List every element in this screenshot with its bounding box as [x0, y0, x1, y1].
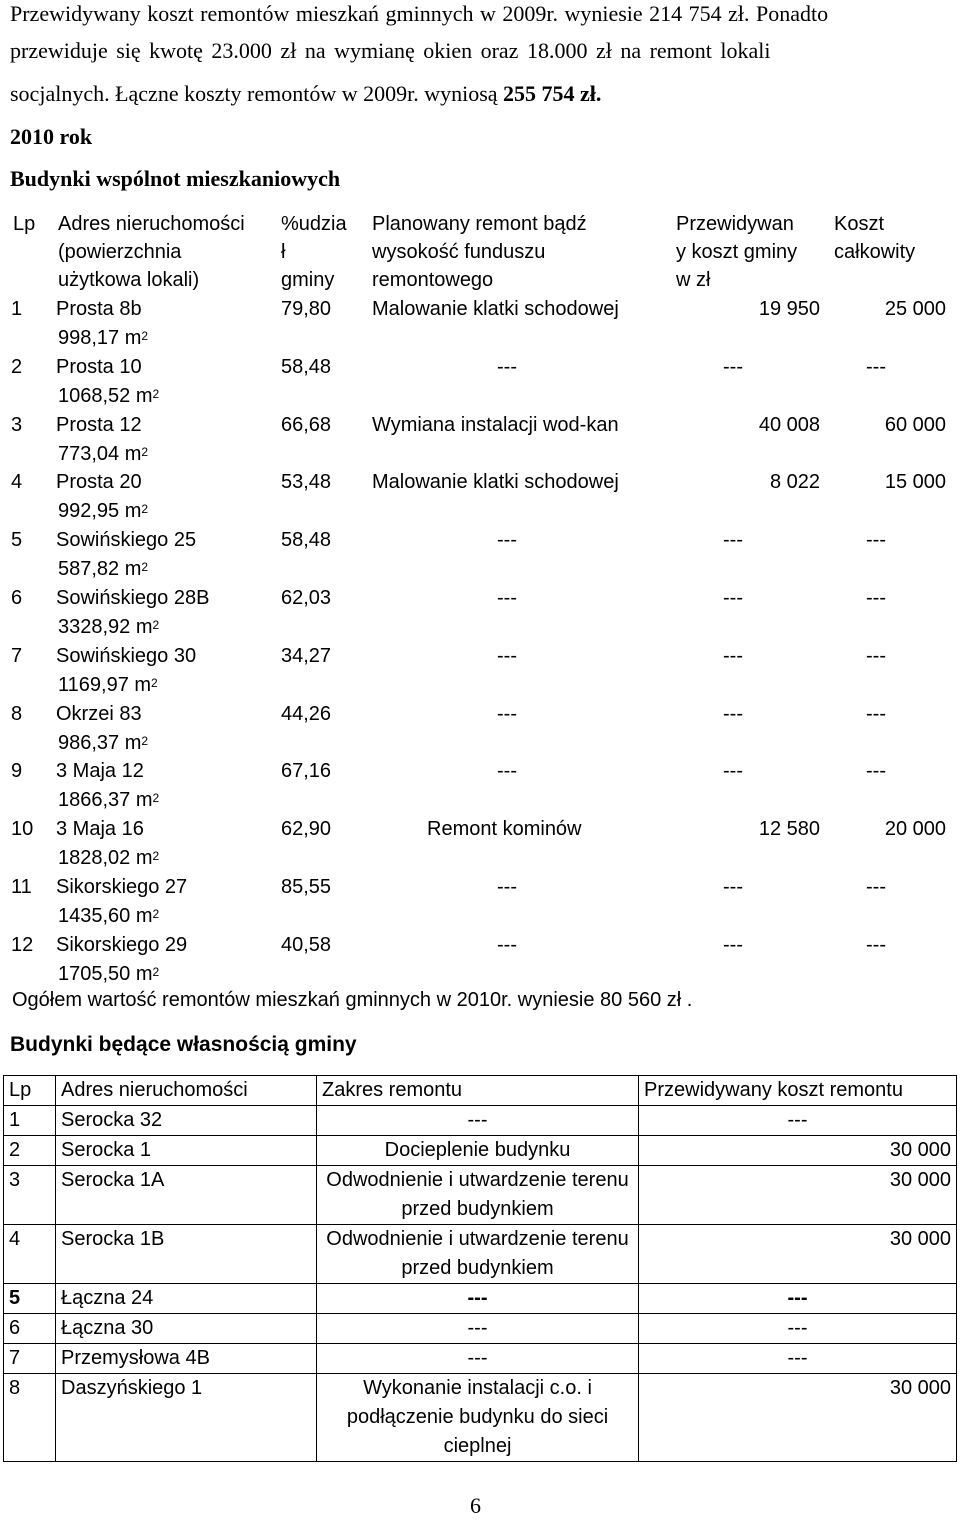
row-cost-text: ---: [723, 702, 743, 725]
row-address: Łączna 30: [56, 1314, 317, 1344]
row-lp-text: 8: [11, 702, 23, 725]
row-share: [281, 873, 331, 901]
row-cost: [759, 295, 820, 323]
header-cost: Przewidywany koszt remontu: [639, 1076, 957, 1106]
row-cost-text: ---: [723, 760, 743, 783]
row-plan: [372, 411, 619, 439]
row-address-text: Sikorskiego 27: [56, 876, 188, 898]
header-scope: Zakres remontu: [317, 1076, 639, 1106]
row-share-text: 58,48: [281, 529, 332, 552]
row-share: [281, 353, 331, 381]
row-total: [866, 353, 886, 381]
row-lp-text: 11: [11, 876, 32, 898]
row-total: [885, 815, 946, 843]
row-area: [58, 555, 148, 583]
row-total: [866, 526, 886, 554]
area-unit-superscript: 2: [141, 444, 149, 459]
row-lp-text: 9: [11, 760, 23, 783]
header-cost: [676, 210, 797, 294]
row-plan: [427, 815, 582, 843]
row-total: [885, 468, 946, 496]
row-total-text: ---: [866, 702, 886, 725]
area-unit-superscript: 2: [151, 675, 158, 690]
table-row: [4, 1166, 957, 1225]
row-address-text: Prosta 12: [56, 413, 142, 436]
row-cost: 30 000: [639, 1225, 957, 1284]
row-lp: [11, 757, 22, 785]
area-unit-superscript: 2: [152, 386, 160, 401]
row-address: Serocka 1A: [56, 1166, 317, 1225]
row-total: [866, 757, 886, 785]
row-lp: [11, 700, 22, 728]
row-address-text: Sowińskiego 28B: [56, 587, 210, 609]
row-scope: ---: [317, 1314, 639, 1344]
row-lp: 2: [4, 1136, 56, 1166]
table2-header-row: [4, 1076, 957, 1106]
header-cost-line1: Przewidywan: [676, 213, 794, 235]
row-area-text: 1169,97 m: [58, 673, 152, 696]
row-address: [56, 468, 142, 496]
row-cost: [723, 584, 743, 612]
table-row: [4, 1106, 957, 1136]
row-scope: ---: [317, 1284, 639, 1314]
row-cost-text: 19 950: [758, 298, 820, 320]
row-plan: [497, 642, 517, 670]
row-cost-text: ---: [723, 876, 743, 898]
row-area: [58, 497, 148, 525]
row-address-text: Prosta 8b: [56, 298, 142, 320]
row-lp: [11, 526, 22, 554]
row-address-text: Prosta 10: [56, 355, 142, 378]
header-lp: Lp: [4, 1076, 56, 1106]
row-total-text: ---: [866, 587, 886, 609]
row-share-text: 62,90: [281, 818, 332, 841]
row-cost: 30 000: [639, 1166, 957, 1225]
row-lp: [11, 353, 22, 381]
row-cost: ---: [639, 1284, 957, 1314]
header-lp: Lp: [13, 213, 36, 235]
row-address: [56, 873, 187, 901]
row-plan-text: ---: [497, 760, 517, 783]
row-area-text: 1435,60 m: [58, 905, 153, 927]
row-share: [281, 468, 331, 496]
row-address: Serocka 32: [56, 1106, 317, 1136]
row-address: [56, 700, 142, 728]
header-total-line1: Koszt: [834, 213, 885, 235]
table-row: [4, 1374, 957, 1462]
row-total: [866, 931, 886, 959]
row-cost: [723, 757, 743, 785]
row-share-text: 85,55: [281, 876, 332, 898]
row-share: [281, 411, 331, 439]
row-area-text: 992,95 m: [58, 500, 142, 523]
row-area-text: 1705,50 m: [58, 962, 153, 985]
row-lp: [11, 642, 22, 670]
row-cost-text: 12 580: [758, 818, 820, 841]
intro-line-2: przewiduje się kwotę 23.000 zł na wymianę okien oraz 18.000 zł na remont lokali: [10, 38, 771, 63]
row-total-text: 25 000: [884, 298, 946, 320]
row-area-text: 773,04 m: [58, 442, 142, 465]
row-lp: [11, 873, 32, 901]
row-plan: [497, 873, 517, 901]
row-lp: 1: [4, 1106, 56, 1136]
row-scope: ---: [317, 1106, 639, 1136]
header-total-line2: całkowity: [834, 241, 916, 263]
row-total: [885, 411, 946, 439]
area-unit-superscript: 2: [152, 964, 160, 979]
area-unit-superscript: 2: [152, 618, 160, 632]
row-area: [58, 902, 159, 930]
row-lp: [11, 411, 22, 439]
header-address: [58, 210, 245, 294]
intro-line-3: [10, 80, 601, 107]
table-row: [4, 1136, 957, 1166]
row-plan: [497, 353, 517, 381]
row-cost: [723, 353, 743, 381]
row-cost-text: ---: [723, 933, 743, 956]
row-cost: [723, 526, 743, 554]
row-lp: 4: [4, 1225, 56, 1284]
row-lp: [11, 584, 22, 612]
row-cost: [759, 815, 820, 843]
row-cost: [723, 931, 743, 959]
row-address: [56, 411, 142, 439]
area-unit-superscript: 2: [141, 502, 149, 517]
row-share-text: 66,68: [281, 413, 332, 436]
table-row: [4, 1225, 957, 1284]
row-cost-text: 8 022: [769, 471, 820, 494]
header-address-line1: Adres nieruchomości: [58, 213, 245, 235]
row-address-text: Okrzei 83: [56, 702, 142, 725]
row-address-text: Sikorskiego 29: [56, 933, 188, 956]
row-area: [58, 382, 159, 410]
intro-line-3-text: socjalnych. Łączne koszty remontów w 2009r. wyniosą: [10, 81, 498, 106]
row-lp: 5: [4, 1284, 56, 1314]
row-address: [56, 642, 196, 670]
row-cost-text: 40 008: [758, 413, 820, 436]
header-share: [281, 210, 347, 294]
row-plan-text: Malowanie klatki schodowej: [372, 471, 619, 494]
row-cost: ---: [639, 1314, 957, 1344]
row-cost-text: ---: [723, 644, 743, 667]
row-address-text: 3 Maja 16: [56, 818, 144, 841]
row-cost: 30 000: [639, 1374, 957, 1462]
row-address: [56, 815, 144, 843]
row-lp-text: 6: [11, 587, 23, 609]
row-share-text: 62,03: [281, 587, 332, 609]
header-plan-line2: wysokość funduszu: [372, 241, 546, 263]
row-lp: [11, 931, 33, 959]
row-area: [58, 324, 148, 352]
row-share: [281, 526, 331, 554]
row-lp: 8: [4, 1374, 56, 1462]
row-plan-text: ---: [497, 587, 517, 609]
header-share-line1: %udzia: [281, 213, 347, 235]
header-share-line3: gminy: [281, 269, 335, 291]
row-plan-text: ---: [497, 355, 517, 378]
row-area: [58, 613, 159, 641]
row-area: [58, 844, 159, 872]
row-address: [56, 757, 144, 785]
row-cost: 30 000: [639, 1136, 957, 1166]
row-share: [281, 642, 331, 670]
row-scope: Odwodnienie i utwardzenie terenu przed budynkiem: [317, 1225, 639, 1284]
area-unit-superscript: 2: [152, 907, 160, 921]
row-address-text: Sowińskiego 30: [56, 644, 197, 667]
row-plan-text: ---: [497, 529, 517, 552]
row-scope: Docieplenie budynku: [317, 1136, 639, 1166]
row-lp-text: 12: [11, 933, 34, 956]
row-lp-text: 2: [11, 355, 23, 378]
row-share: [281, 757, 331, 785]
row-cost: [770, 468, 820, 496]
row-area: [58, 671, 158, 699]
row-total: [866, 642, 886, 670]
row-address: Łączna 24: [56, 1284, 317, 1314]
row-total-text: 20 000: [884, 818, 946, 841]
row-area: [58, 440, 148, 468]
row-total: [885, 295, 946, 323]
row-share-text: 34,27: [281, 644, 332, 667]
row-address: Daszyńskiego 1: [56, 1374, 317, 1462]
row-lp: [11, 815, 33, 843]
row-area-text: 1828,02 m: [58, 847, 153, 870]
row-share: [281, 700, 331, 728]
row-plan: [497, 757, 517, 785]
area-unit-superscript: 2: [152, 791, 160, 806]
row-cost-text: ---: [723, 355, 743, 378]
wspolnoty-table: [0, 205, 960, 1011]
area-unit-superscript: 2: [152, 849, 160, 864]
header-share-line2: ł: [281, 241, 286, 263]
row-address: Serocka 1B: [56, 1225, 317, 1284]
row-share-text: 53,48: [281, 471, 332, 494]
row-address-text: 3 Maja 12: [56, 760, 144, 783]
row-area: [58, 729, 148, 757]
row-area: [58, 960, 159, 988]
row-plan-text: ---: [497, 933, 517, 956]
row-address: [56, 295, 142, 323]
row-lp-text: 5: [11, 529, 23, 552]
row-address-text: Sowińskiego 25: [56, 529, 197, 552]
row-scope: ---: [317, 1344, 639, 1374]
row-plan-text: ---: [497, 644, 517, 667]
row-plan: [372, 468, 619, 496]
row-total: [866, 584, 886, 612]
table-row: [4, 1284, 957, 1314]
area-unit-superscript: 2: [141, 733, 149, 748]
row-total-text: ---: [866, 933, 886, 956]
table-row: [4, 1314, 957, 1344]
row-plan-text: Remont kominów: [427, 818, 582, 841]
row-area-text: 1068,52 m: [58, 384, 153, 407]
row-area-text: 998,17 m: [58, 327, 142, 349]
area-unit-superscript: 2: [141, 560, 149, 575]
row-cost: ---: [639, 1106, 957, 1136]
row-cost: [723, 700, 743, 728]
year-heading: 2010 rok: [10, 124, 93, 149]
row-plan-text: ---: [497, 876, 517, 898]
header-cost-line2: y koszt gminy: [676, 241, 798, 263]
row-total: [866, 700, 886, 728]
header-plan-line3: remontowego: [372, 269, 494, 291]
header-address-line3: użytkowa lokali): [58, 269, 200, 291]
row-share-text: 40,58: [281, 933, 332, 956]
intro-total: 255 754 zł.: [503, 81, 602, 106]
header-total: [834, 210, 915, 266]
row-cost: [723, 873, 743, 901]
row-share: [281, 815, 331, 843]
row-share-text: 67,16: [281, 760, 332, 783]
row-lp-text: 4: [11, 471, 23, 494]
header-address: Adres nieruchomości: [56, 1076, 317, 1106]
row-total-text: ---: [866, 355, 886, 378]
row-plan-text: Wymiana instalacji wod-kan: [372, 413, 619, 436]
row-lp: 3: [4, 1166, 56, 1225]
row-area-text: 3328,92 m: [58, 616, 153, 638]
row-address: Serocka 1: [56, 1136, 317, 1166]
row-cost: [723, 642, 743, 670]
row-lp: [11, 295, 22, 323]
row-lp: 7: [4, 1344, 56, 1374]
row-area-text: 1866,37 m: [58, 789, 153, 812]
row-total-text: ---: [866, 644, 886, 667]
row-lp-text: 1: [11, 298, 23, 320]
row-share-text: 79,80: [281, 298, 332, 320]
row-plan: [497, 526, 517, 554]
row-total-text: ---: [866, 529, 886, 552]
section2-title: Budynki będące własnością gminy: [10, 1033, 357, 1056]
row-total-text: ---: [866, 876, 886, 898]
section1-title: Budynki wspólnot mieszkaniowych: [10, 166, 341, 191]
row-plan: [497, 584, 517, 612]
row-address: [56, 584, 209, 612]
row-total-text: ---: [866, 760, 886, 783]
header-plan: [372, 210, 587, 294]
header-plan-line1: Planowany remont bądź: [372, 213, 587, 235]
row-share: [281, 584, 331, 612]
row-share-text: 44,26: [281, 702, 332, 725]
row-area: [58, 786, 159, 814]
row-area-text: 587,82 m: [58, 558, 142, 581]
row-cost: ---: [639, 1344, 957, 1374]
row-total: [866, 873, 886, 901]
row-total-text: 15 000: [884, 471, 946, 494]
row-total-text: 60 000: [884, 413, 946, 436]
intro-line-1: Przewidywany koszt remontów mieszkań gminnych w 2009r. wyniesie 214 754 zł. Ponadto: [10, 1, 829, 26]
gmina-buildings-table: [3, 1075, 957, 1462]
table1-summary: Ogółem wartość remontów mieszkań gminnych w 2010r. wyniesie 80 560 zł .: [12, 989, 693, 1011]
row-area-text: 986,37 m: [58, 731, 142, 754]
table-row: [4, 1344, 957, 1374]
row-address: [56, 353, 142, 381]
header-cost-line3: w zł: [676, 269, 711, 291]
row-scope: Odwodnienie i utwardzenie terenu przed budynkiem: [317, 1166, 639, 1225]
row-cost-text: ---: [723, 529, 743, 552]
row-plan: [497, 700, 517, 728]
row-lp-text: 10: [11, 818, 34, 841]
row-address: [56, 931, 187, 959]
area-unit-superscript: 2: [141, 329, 149, 343]
row-lp: 6: [4, 1314, 56, 1344]
row-address: [56, 526, 196, 554]
page-number: 6: [470, 1493, 481, 1518]
row-plan: [372, 295, 619, 323]
row-cost: [759, 411, 820, 439]
row-lp: [11, 468, 22, 496]
row-lp-text: 7: [11, 644, 23, 667]
row-address-text: Prosta 20: [56, 471, 142, 494]
row-address: Przemysłowa 4B: [56, 1344, 317, 1374]
row-plan-text: Malowanie klatki schodowej: [372, 298, 619, 320]
row-plan: [497, 931, 517, 959]
row-lp-text: 3: [11, 413, 23, 436]
row-share: [281, 931, 331, 959]
row-cost-text: ---: [723, 587, 743, 609]
row-share: [281, 295, 331, 323]
row-share-text: 58,48: [281, 355, 332, 378]
row-scope: Wykonanie instalacji c.o. i podłączenie budynku do sieci cieplnej: [317, 1374, 639, 1462]
row-plan-text: ---: [497, 702, 517, 725]
header-address-line2: (powierzchnia: [58, 241, 182, 263]
